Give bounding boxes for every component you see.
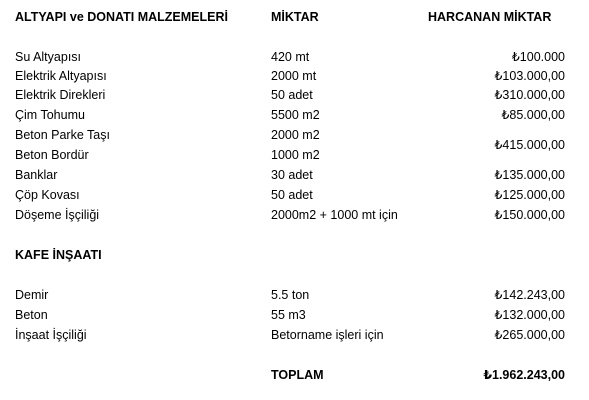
item-name: İnşaat İşçiliği xyxy=(15,328,87,342)
item-quantity: 50 adet xyxy=(271,88,313,102)
item-name: Çöp Kovası xyxy=(15,188,80,202)
item-name: Döşeme İşçiliği xyxy=(15,208,100,222)
total-value: ₺1.962.243,00 xyxy=(483,368,565,382)
item-quantity: 1000 m2 xyxy=(271,148,320,162)
header-spent-amount: HARCANAN MİKTAR xyxy=(428,10,552,24)
item-name: Beton Parke Taşı xyxy=(15,128,110,142)
item-cost: ₺142.243,00 xyxy=(494,288,565,302)
item-cost: ₺100.000 xyxy=(511,50,565,64)
item-name: Beton Bordür xyxy=(15,148,89,162)
item-quantity: 5.5 ton xyxy=(271,288,310,302)
item-quantity: 55 m3 xyxy=(271,308,306,322)
item-quantity: 2000 m2 xyxy=(271,128,320,142)
section-title-cafe: KAFE İNŞAATI xyxy=(15,248,102,262)
item-name: Banklar xyxy=(15,168,58,182)
item-quantity: 2000m2 + 1000 mt için xyxy=(271,208,398,222)
item-quantity: 420 mt xyxy=(271,50,310,64)
item-name: Su Altyapısı xyxy=(15,50,82,64)
total-label: TOPLAM xyxy=(271,368,324,382)
item-name: Beton xyxy=(15,308,48,322)
item-name: Elektrik Altyapısı xyxy=(15,69,107,83)
item-quantity: 30 adet xyxy=(271,168,313,182)
item-quantity: 50 adet xyxy=(271,188,313,202)
item-quantity: 5500 m2 xyxy=(271,108,320,122)
item-name: Elektrik Direkleri xyxy=(15,88,106,102)
item-cost: ₺150.000,00 xyxy=(494,208,565,222)
item-name: Çim Tohumu xyxy=(15,108,85,122)
item-cost: ₺103.000,00 xyxy=(494,69,565,83)
item-cost: ₺310.000,00 xyxy=(494,88,565,102)
item-cost: ₺125.000,00 xyxy=(494,188,565,202)
item-quantity: Betorname işleri için xyxy=(271,328,384,342)
item-cost: ₺132.000,00 xyxy=(494,308,565,322)
item-quantity: 2000 mt xyxy=(271,69,317,83)
merged-item-cost: ₺415.000,00 xyxy=(494,138,565,152)
item-cost: ₺135.000,00 xyxy=(494,168,565,182)
item-cost: ₺265.000,00 xyxy=(494,328,565,342)
header-materials: ALTYAPI ve DONATI MALZEMELERİ xyxy=(15,10,228,24)
header-quantity: MİKTAR xyxy=(271,10,319,24)
item-name: Demir xyxy=(15,288,49,302)
item-cost: ₺85.000,00 xyxy=(501,108,565,122)
